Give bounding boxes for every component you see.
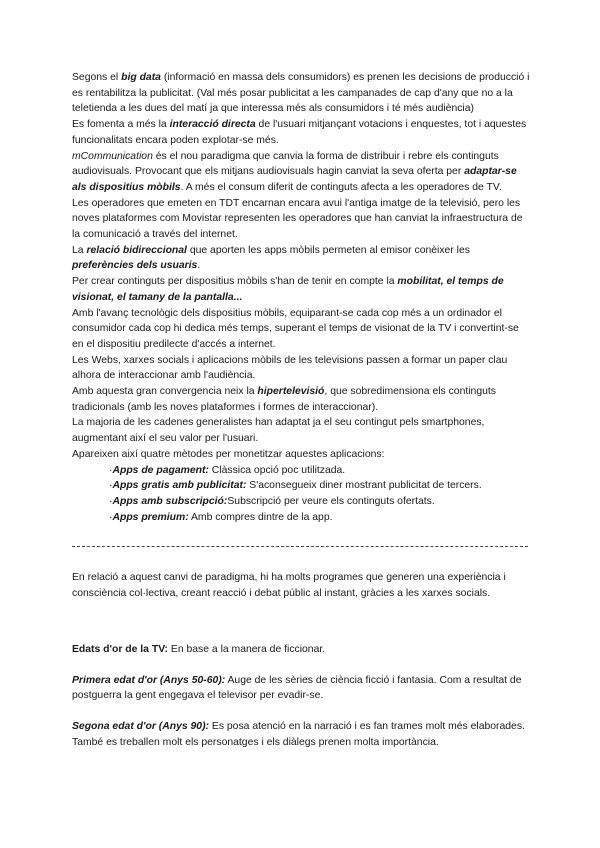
second-golden-age-label: Segona edat d'or (Anys 90):	[72, 721, 209, 733]
paragraph-interaction: Es fomenta a més la interacció directa de l'usuari mitjançant votacions i enquestes, tot i aquestes funcionalitats encara poden explotar-se més.	[72, 119, 527, 146]
paragraph-paradigm: En relació a aquest canvi de paradigma, hi ha molts programes que generen una experiència i consciència col·lectiva, creant reacció i debat públic al instant, gràcies a les xarxes socials.	[72, 572, 506, 599]
paragraph-bidirectional: La relació bidireccional que aporten les apps mòbils permeten al emisor conèixer les preferències dels usuaris.	[72, 244, 470, 272]
list-item-app-method: ·Apps gratis amb publicitat: S'aconsegueix diner mostrant publicitat de tercers.	[109, 480, 482, 492]
paragraph-tech-advance: Amb l'avanç tecnològic dels dispositius mòbils, equiparant-se cada cop més a un ordinador el consumidor cada cop hi dedica més temps, superant el temps de visionat de la TV i convertint-se en el dispositiu predilecte d'accés a internet.	[72, 307, 519, 350]
paragraph-second-golden-age: Segona edat d'or (Anys 90): Es posa atenció en la narració i es fan trames molt més elaborades. També es treballen molt els personatges i els diàlegs prenen molta importància.	[72, 721, 525, 748]
golden-ages-heading: Edats d'or de la TV: En base a la manera de ficcionar.	[72, 644, 326, 655]
golden-ages-label: Edats d'or de la TV:	[72, 644, 169, 655]
paragraph-big-data: Segons el big data (informació en massa dels consumidors) es prenen les decisions de producció i es rentabilitza la publicitat. (Val més posar publicitat a les campanades de cap d'any que no a la teletienda a les dues del matí ja que interessa més als consumidors i té més audiència)	[72, 72, 530, 115]
term-direct-interaction: interacció directa	[169, 119, 256, 131]
first-golden-age-label: Primera edat d'or (Anys 50-60):	[72, 674, 226, 686]
paragraph-hypertelevision: Amb aquesta gran convergencia neix la hipertelevisió, que sobredimensiona els continguts tradicionals (amb les noves plataformes i formes de interaccionar).	[72, 386, 496, 413]
paragraph-mobile-content: Per crear continguts per dispositius mòbils s'han de tenir en compte la mobilitat, el temps de visionat, el tamany de la pantalla...	[72, 276, 504, 303]
list-item-app-method: ·Apps premium: Amb compres dintre de la app.	[109, 511, 333, 523]
app-method-label: Apps amb subscripció:	[112, 495, 228, 507]
paragraph-tdt-operators: Les operadores que emeten en TDT encarnan encara avui l'antiga imatge de la televisió, pero les noves plataformes com Movistar representen les operadores que han canviat la infraestructura de la comunicació a través del internet.	[72, 197, 523, 241]
term-mcommunication: mCommunication	[72, 150, 153, 162]
app-method-label: Apps gratis amb publicitat:	[112, 480, 247, 492]
paragraph-mcommunication: mCommunication és el nou paradigma que canvia la forma de distribuir i rebre els continguts audiovisuals. Provocant que els mitjans audiovisuals hagin canviat la seva oferta per adaptar-se als dispositius mòbils. A més el consum diferit de continguts afecta a les operadores de TV.	[72, 150, 517, 193]
list-item-app-method: ·Apps de pagament: Clàssica opció poc utilitzada.	[109, 464, 346, 476]
dashed-divider	[72, 546, 528, 547]
list-item-app-method: ·Apps amb subscripció:Subscripció per veure els continguts ofertats.	[109, 495, 435, 507]
term-mobility: mobilitat, el temps de visionat, el tamany de la pantalla...	[72, 276, 504, 303]
paragraph-monetization-intro: Apareixen així quatre mètodes per monetitzar aquestes aplicacions:	[72, 448, 385, 460]
paragraph-smartphones: La majoria de les cadenes generalistes han adaptat ja el seu contingut pels smartphones, augmentant així el seu valor per l'usuari.	[72, 417, 485, 445]
section-collective-experience	[72, 570, 532, 601]
term-big-data: big data	[121, 72, 161, 83]
app-method-label: Apps de pagament:	[112, 464, 209, 476]
paragraph-first-golden-age: Primera edat d'or (Anys 50-60): Auge de les sèries de ciència ficció i fantasia. Com a resultat de postguerra la gent engegava el televisor per evadir-se.	[72, 674, 522, 702]
term-user-preferences: preferències dels usuaris	[72, 260, 198, 272]
paragraph-webs-social: Les Webs, xarxes socials i aplicacions mòbils de les televisions passen a formar un paper clau alhora de interaccionar amb l'audiència.	[72, 354, 508, 382]
section-golden-ages	[72, 642, 532, 751]
term-adapt-mobile: adaptar-se als dispositius mòbils	[72, 166, 517, 193]
section-new-media	[72, 70, 532, 525]
term-hypertelevision: hipertelevisió	[257, 386, 325, 398]
term-bidirectional: relació bidireccional	[86, 244, 187, 256]
app-method-label: Apps premium:	[112, 511, 189, 523]
